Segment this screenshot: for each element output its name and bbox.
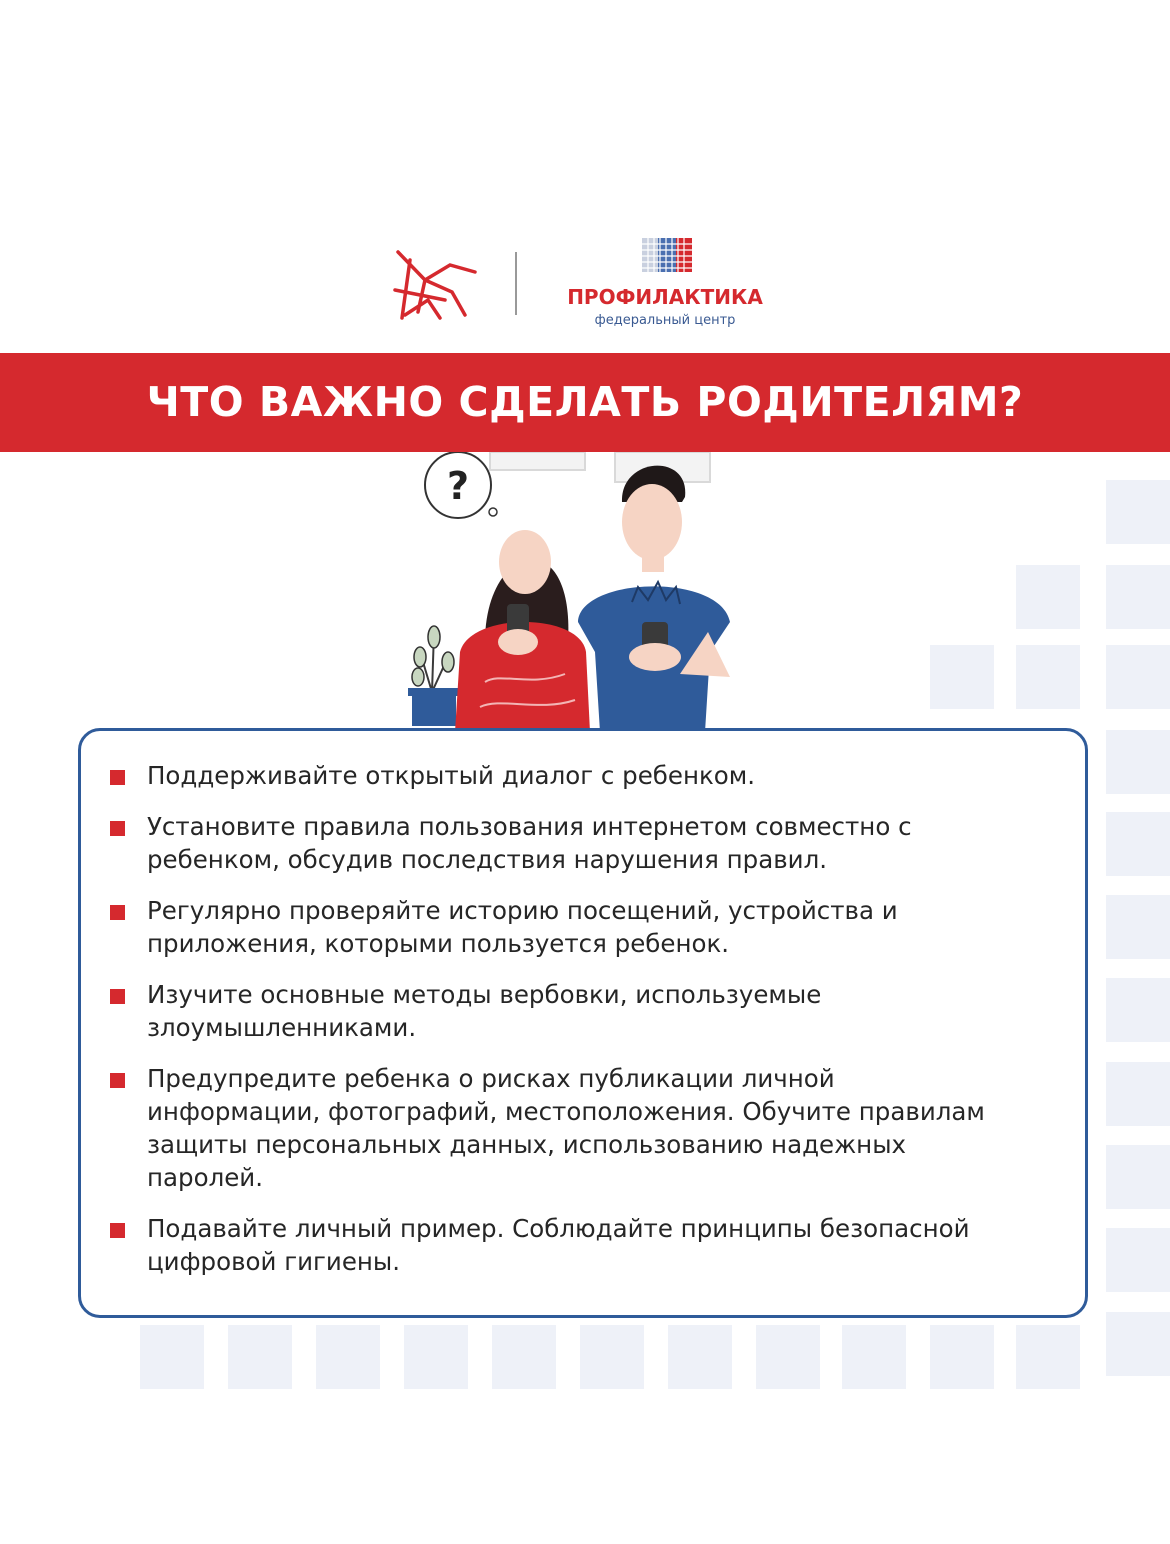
tip-item (107, 759, 1007, 792)
bg-tile (228, 1325, 292, 1389)
bg-tile (1106, 812, 1170, 876)
man-figure (578, 466, 730, 732)
bg-tile (1106, 730, 1170, 794)
bg-tile (316, 1325, 380, 1389)
woman-figure (455, 530, 590, 732)
bg-tile (756, 1325, 820, 1389)
bullet-square-icon (110, 1223, 125, 1238)
title-banner (0, 353, 1170, 452)
bg-tile (1106, 480, 1170, 544)
tip-text: Регулярно проверяйте историю посещений, устройства и приложения, которыми пользуется ребенок. (147, 896, 898, 958)
tip-text: Подавайте личный пример. Соблюдайте принципы безопасной цифровой гигиены. (147, 1214, 970, 1276)
bullet-square-icon (110, 770, 125, 785)
pixel-flag-icon (642, 238, 692, 272)
bg-tile (1106, 1228, 1170, 1292)
bullet-square-icon (110, 821, 125, 836)
tip-item (107, 810, 1007, 876)
bg-tile (1106, 645, 1170, 709)
org-subtitle: федеральный центр (594, 313, 736, 328)
tip-text: Предупредите ребенка о рисках публикации личной информации, фотографий, местоположения. Обучите правилам защиты персональных данных, использованию надежных паролей. (147, 1064, 985, 1192)
tip-text: Установите правила пользования интернетом совместно с ребенком, обсудив последствия нарушения правил. (147, 812, 912, 874)
bg-tile (1106, 1062, 1170, 1126)
bg-tile (1106, 895, 1170, 959)
page-title: ЧТО ВАЖНО СДЕЛАТЬ РОДИТЕЛЯМ? (146, 378, 1024, 426)
bg-tile (580, 1325, 644, 1389)
tip-item (107, 1062, 1007, 1194)
tips-list (107, 759, 1007, 1296)
tip-text: Изучите основные методы вербовки, используемые злоумышленниками. (147, 980, 822, 1042)
question-mark: ? (446, 464, 470, 508)
bullet-square-icon (110, 1073, 125, 1088)
thought-bubble-dot (489, 508, 497, 516)
bg-tile (930, 1325, 994, 1389)
logos-svg (0, 230, 1170, 340)
bg-tile (1016, 565, 1080, 629)
bg-tile (1106, 1145, 1170, 1209)
plant-icon (408, 626, 460, 726)
tips-card (78, 728, 1088, 1318)
bg-tile (1016, 645, 1080, 709)
bg-tile (1106, 978, 1170, 1042)
bg-tile (140, 1325, 204, 1389)
tip-item (107, 1212, 1007, 1278)
org-name: ПРОФИЛАКТИКА (567, 285, 763, 309)
bg-tile (930, 645, 994, 709)
plant-pot (412, 692, 456, 726)
bullet-square-icon (110, 905, 125, 920)
bg-tile (1106, 565, 1170, 629)
header-logos (0, 230, 1170, 340)
bg-tile (668, 1325, 732, 1389)
bg-tile (492, 1325, 556, 1389)
bg-tile (1106, 1312, 1170, 1376)
bg-tile (1016, 1325, 1080, 1389)
illustration-svg (390, 452, 750, 732)
bg-tile (842, 1325, 906, 1389)
emblem-icon (395, 252, 475, 318)
bullet-square-icon (110, 989, 125, 1004)
window-frame (490, 452, 585, 470)
tip-text: Поддерживайте открытый диалог с ребенком. (147, 761, 756, 790)
bg-tile (404, 1325, 468, 1389)
tip-item (107, 894, 1007, 960)
parents-illustration (390, 452, 750, 732)
tip-item (107, 978, 1007, 1044)
